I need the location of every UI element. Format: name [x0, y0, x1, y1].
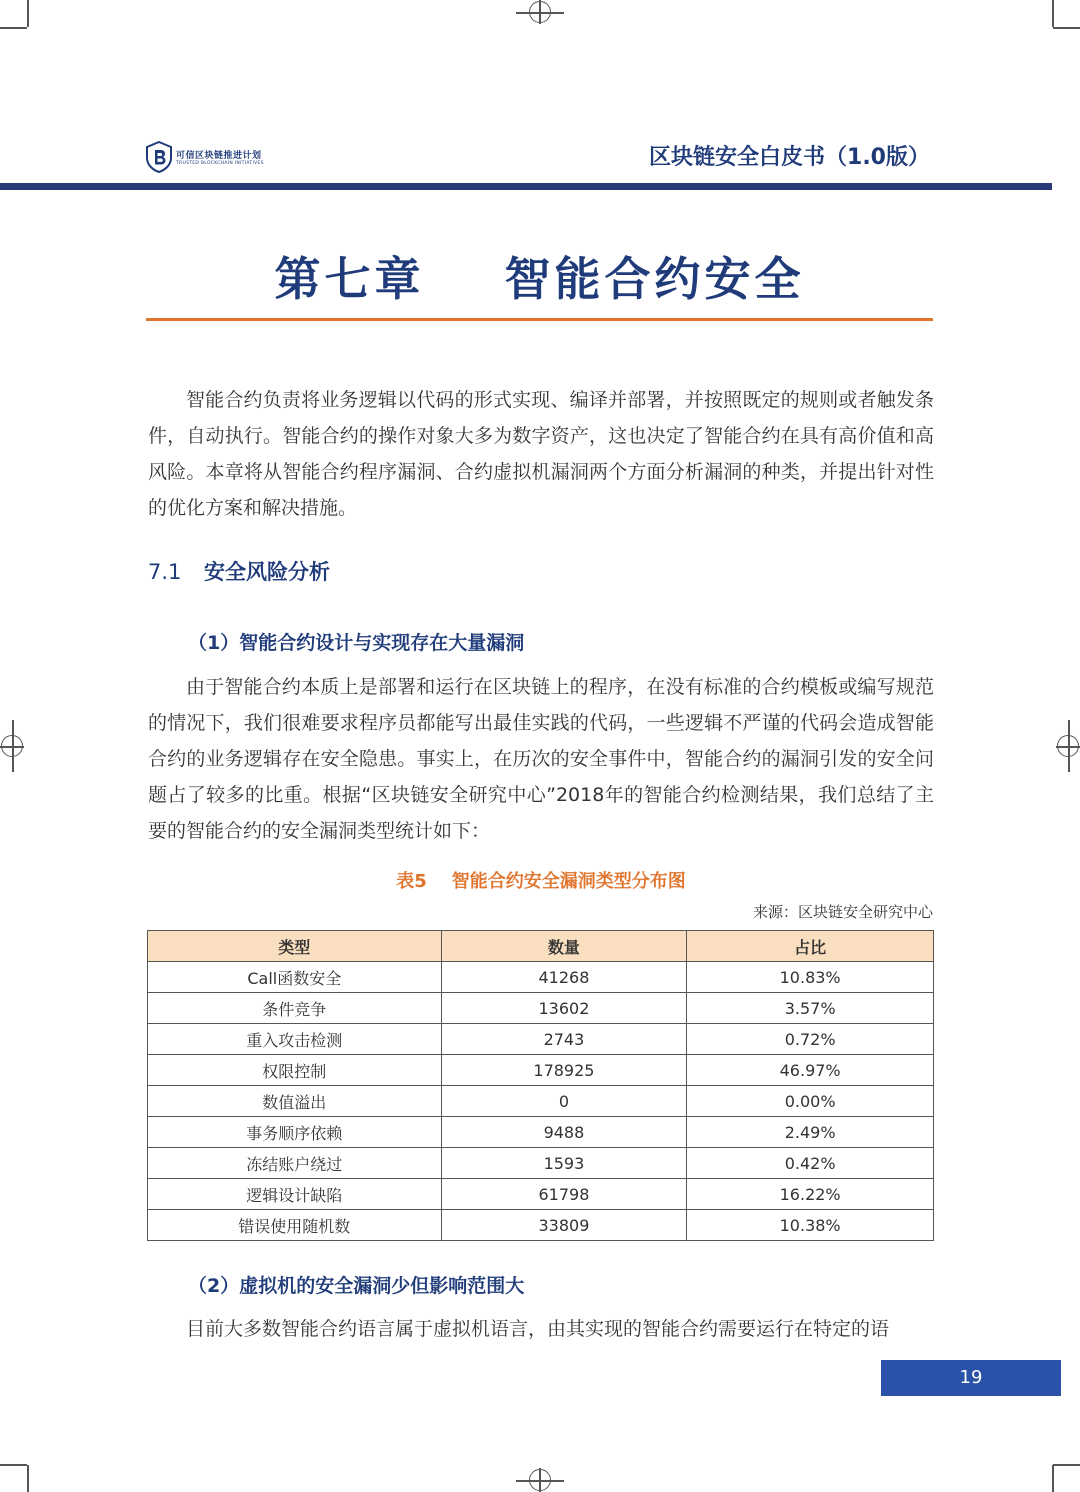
cell-count: 41268: [441, 962, 687, 993]
header-ratio: 占比: [687, 931, 934, 962]
crop-mark: [1052, 1465, 1054, 1492]
cell-ratio: 46.97%: [687, 1055, 934, 1086]
cell-count: 9488: [441, 1117, 687, 1148]
cell-ratio: 3.57%: [687, 993, 934, 1024]
shield-logo-icon: [146, 141, 172, 173]
registration-mark-line: [539, 1468, 541, 1492]
section-heading: [148, 556, 330, 586]
cell-ratio: 0.72%: [687, 1024, 934, 1055]
table-row: [148, 962, 934, 993]
chapter-title: 第七章 智能合约安全: [274, 252, 805, 306]
cell-ratio: 10.38%: [687, 1210, 934, 1241]
subsection-1-title: （1）智能合约设计与实现存在大量漏洞: [188, 632, 525, 654]
table-source: 来源：区块链安全研究中心: [752, 903, 933, 921]
crop-mark: [1053, 1464, 1080, 1466]
cell-type: 逻辑设计缺陷: [148, 1179, 442, 1210]
cell-type: 条件竞争: [148, 993, 442, 1024]
crop-mark: [1053, 27, 1080, 29]
header-type: 类型: [148, 931, 442, 962]
table-row: [148, 1210, 934, 1241]
vulnerability-table: [147, 930, 934, 1241]
table-row: [148, 993, 934, 1024]
cell-ratio: 10.83%: [687, 962, 934, 993]
table-row: [148, 1024, 934, 1055]
subsection-1-body: 由于智能合约本质上是部署和运行在区块链上的程序，在没有标准的合约模板或编写规范的情况下，我们很难要求程序员都能写出最佳实践的代码，一些逻辑不严谨的代码会造成智能合约的业务逻辑存在安全隐患。事实上，在历次的安全事件中，智能合约的漏洞引发的安全问题占了较多的比重。根据“区块链安全研究中心”2018年的智能合约检测结果，我们总结了主要的智能合约的安全漏洞类型统计如下：: [148, 676, 934, 842]
cell-ratio: 0.42%: [687, 1148, 934, 1179]
table-row: [148, 1148, 934, 1179]
table-row: [148, 1117, 934, 1148]
cell-type: 权限控制: [148, 1055, 442, 1086]
intro-paragraph: 智能合约负责将业务逻辑以代码的形式实现、编译并部署，并按照既定的规则或者触发条件，自动执行。智能合约的操作对象大多为数字资产，这也决定了智能合约在具有高价值和高风险。本章将从智能合约程序漏洞、合约虚拟机漏洞两个方面分析漏洞的种类，并提出针对性的优化方案和解决措施。: [148, 389, 934, 519]
cell-count: 61798: [441, 1179, 687, 1210]
cell-count: 1593: [441, 1148, 687, 1179]
section-number: 7.1: [148, 560, 182, 584]
cell-ratio: 16.22%: [687, 1179, 934, 1210]
crop-mark: [27, 0, 29, 27]
header-count: 数量: [441, 931, 687, 962]
cell-count: 178925: [441, 1055, 687, 1086]
table-row: [148, 1055, 934, 1086]
crop-mark: [0, 27, 27, 29]
cell-type: 事务顺序依赖: [148, 1117, 442, 1148]
table-caption: 表5 智能合约安全漏洞类型分布图: [396, 871, 686, 892]
cell-ratio: 2.49%: [687, 1117, 934, 1148]
cell-type: 数值溢出: [148, 1086, 442, 1117]
chapter-divider: [146, 318, 933, 321]
cell-type: 冻结账户绕过: [148, 1148, 442, 1179]
crop-mark: [27, 1465, 29, 1492]
subsection-2-title: （2）虚拟机的安全漏洞少但影响范围大: [188, 1275, 525, 1297]
cell-type: Call函数安全: [148, 962, 442, 993]
section-title: 安全风险分析: [204, 560, 330, 584]
table-header-row: [148, 931, 934, 962]
subsection-2-body: 目前大多数智能合约语言属于虚拟机语言，由其实现的智能合约需要运行在特定的语: [186, 1318, 890, 1340]
cell-type: 错误使用随机数: [148, 1210, 442, 1241]
cell-count: 33809: [441, 1210, 687, 1241]
page-number: 19: [881, 1360, 1061, 1396]
registration-mark-line: [1068, 720, 1070, 772]
table-row: [148, 1179, 934, 1210]
logo-subtitle: TRUSTED BLOCKCHAIN INITIATIVES: [176, 161, 264, 166]
table-row: [148, 1086, 934, 1117]
cell-count: 2743: [441, 1024, 687, 1055]
cell-count: 13602: [441, 993, 687, 1024]
cell-count: 0: [441, 1086, 687, 1117]
registration-mark-line: [539, 0, 541, 24]
cell-type: 重入攻击检测: [148, 1024, 442, 1055]
crop-mark: [0, 1464, 27, 1466]
header-bar: [0, 183, 1052, 190]
document-title: 区块链安全白皮书（1.0版）: [649, 145, 930, 170]
cell-ratio: 0.00%: [687, 1086, 934, 1117]
registration-mark-line: [12, 720, 14, 772]
crop-mark: [1052, 0, 1054, 27]
logo-text: 可信区块链推进计划: [176, 151, 262, 161]
